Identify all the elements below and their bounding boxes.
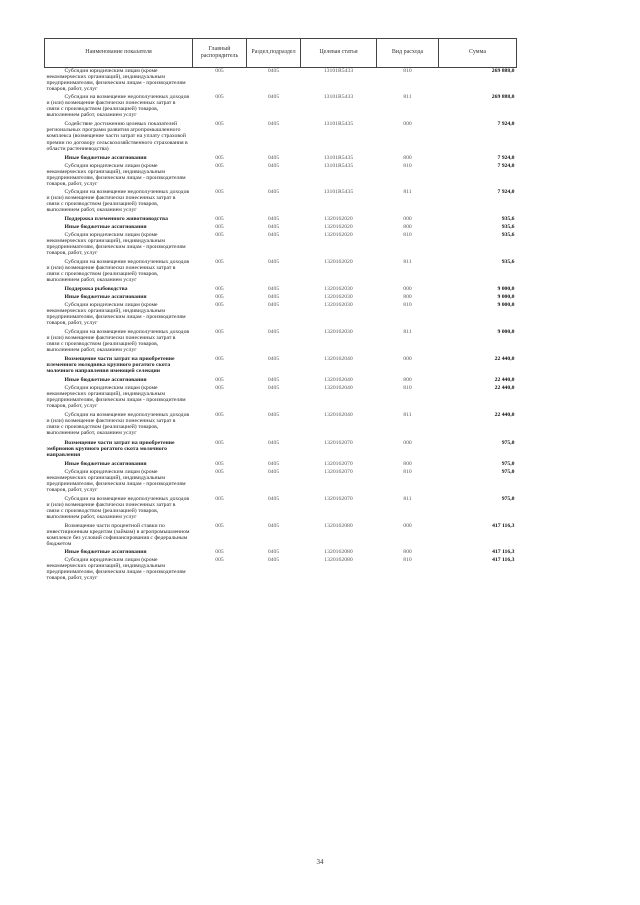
row-grbs: 005 [215,154,224,161]
row-grbs: 005 [215,293,224,300]
table-row [45,294,517,302]
row-name-text: Субсидии на возмещение недополученных доходов и (или) возмещение фактически понесенных затрат в связи с производством (реализацией) товаров, выполнением работ, оказанием услуг [46,328,190,353]
row-grbs: 005 [215,523,224,530]
row-name [45,94,193,121]
row-csr: 1320162040 [324,385,353,392]
row-name-text: Иные бюджетные ассигнования [64,154,147,161]
row-grbs: 005 [215,188,224,195]
row-grbs: 005 [215,355,224,362]
budget-table-sheet [44,38,516,582]
row-csr: 1320162040 [324,412,353,419]
row-section: 0405 [267,154,280,161]
table-row [45,329,517,356]
row-csr: 1320162030 [324,285,353,292]
row-name [45,121,193,154]
row-vr: 810 [403,68,412,74]
row-name-text: Поддержка рыбоводства [64,285,128,292]
row-section: 0405 [267,460,280,467]
row-grbs: 005 [215,216,224,223]
row-name-text: Субсидии на возмещение недополученных доходов и (или) возмещение фактически понесенных затрат в связи с производством (реализацией) товаров, выполнением работ, оказанием услуг [46,259,190,284]
row-csr: 1320162020 [324,216,353,223]
header-csr: Целевая статья [301,39,377,68]
row-grbs: 005 [215,301,224,308]
row-grbs: 005 [215,377,224,384]
row-csr: 13101R5435 [323,162,354,169]
row-name [45,155,193,163]
table-row [45,523,517,549]
row-section: 0405 [267,301,280,308]
row-sum: 7 924,0 [497,162,515,169]
row-vr: 811 [403,495,412,502]
row-name-text: Возмещение части процентной ставки по инвестиционным кредитам (займам) в агропромышленном комплексе без условий софинансирования с федеральным бюджетом [46,523,190,548]
table-header [45,39,517,68]
row-csr: 1320162070 [324,460,353,467]
row-sum: 975,0 [501,460,515,467]
table-row [45,286,517,294]
row-vr: 810 [403,557,412,564]
header-name: Наименование показателя [45,39,193,68]
row-name [45,377,193,385]
row-sum: 9 000,0 [497,293,515,300]
row-section: 0405 [267,259,280,266]
row-name-text: Субсидии на возмещение недополученных доходов и (или) возмещение фактически понесенных затрат в связи с производством (реализацией) товаров, выполнением работ, оказанием услуг [46,94,190,119]
row-csr: 1320162070 [324,468,353,475]
row-sum: 9 000,0 [497,328,515,335]
row-grbs: 005 [215,468,224,475]
row-vr: 800 [403,154,412,161]
row-name-text: Субсидии юридическим лицам (кроме некоммерческих организаций), индивидуальным предпринимателям, физическим лицам - производителям товаров, работ, услуг [46,385,186,410]
table-row [45,385,517,412]
row-grbs: 005 [215,495,224,502]
row-name [45,294,193,302]
table-row [45,216,517,224]
row-section: 0405 [267,232,280,239]
row-vr: 000 [403,355,412,362]
row-grbs: 005 [215,460,224,467]
row-name [45,412,193,439]
row-vr: 810 [403,468,412,475]
row-csr: 13101R5433 [323,94,354,101]
row-section: 0405 [267,355,280,362]
header-grbs: Главный распорядитель [193,39,247,68]
row-sum: 22 440,0 [494,412,515,419]
table-row [45,121,517,154]
row-sum: 9 000,0 [497,301,515,308]
table-row [45,412,517,439]
row-sum: 7 924,0 [497,121,515,128]
row-name [45,461,193,469]
row-csr: 13101R5435 [323,188,354,195]
row-grbs: 005 [215,439,224,446]
row-name [45,232,193,259]
table-row [45,461,517,469]
row-name-text: Субсидии юридическим лицам (кроме некоммерческих организаций), индивидуальным предпринимателям, физическим лицам - производителям товаров, работ, услуг [46,468,186,493]
row-csr: 1320162040 [324,355,353,362]
row-name [45,259,193,285]
table-row [45,94,517,121]
row-sum: 22 440,0 [494,377,515,384]
header-section: Раздел,подраздел [247,39,301,68]
row-vr: 800 [403,460,412,467]
table-row [45,377,517,385]
row-section: 0405 [267,523,280,530]
row-grbs: 005 [215,121,224,128]
row-name-text: Субсидии юридическим лицам (кроме некоммерческих организаций), индивидуальным предпринимателям, физическим лицам - производителям товаров, работ, услуг [46,301,186,326]
row-vr: 800 [403,549,412,556]
row-section: 0405 [267,439,280,446]
row-csr: 1320162080 [324,523,353,530]
row-name-text: Иные бюджетные ассигнования [64,293,147,300]
row-vr: 811 [403,188,412,195]
row-section: 0405 [267,121,280,128]
table-row [45,232,517,259]
row-grbs: 005 [215,557,224,564]
row-vr: 811 [403,259,412,266]
row-grbs: 005 [215,285,224,292]
row-vr: 811 [403,412,412,419]
row-vr: 000 [403,285,412,292]
row-sum: 935,6 [501,216,515,223]
header-vr: Вид расхода [377,39,439,68]
row-csr: 1320162020 [324,224,353,231]
row-csr: 13101R5433 [323,68,354,74]
budget-table [44,38,517,582]
row-vr: 810 [403,385,412,392]
row-sum: 935,6 [501,232,515,239]
row-sum: 417 116,3 [492,523,515,530]
table-row [45,440,517,461]
row-grbs: 005 [215,224,224,231]
row-section: 0405 [267,495,280,502]
row-name [45,385,193,412]
row-vr: 000 [403,121,412,128]
table-row [45,189,517,216]
row-vr: 000 [403,523,412,530]
row-section: 0405 [267,216,280,223]
row-section: 0405 [267,94,280,101]
row-grbs: 005 [215,549,224,556]
row-vr: 811 [403,328,412,335]
row-name [45,286,193,294]
row-section: 0405 [267,293,280,300]
row-name-text: Возмещение части затрат на приобретение племенного молодняка крупного рогатого скота молочного направления имеющей селекции [46,355,175,375]
row-vr: 810 [403,232,412,239]
row-csr: 1320162020 [324,232,353,239]
row-grbs: 005 [215,259,224,266]
row-name-text: Содействие достижению целевых показателей региональных программ развития агропромышленного комплекса (возмещение части затрат на уплату страховой премии по договору сельскохозяйственного страхования в области растениеводства) [46,121,188,152]
row-name [45,163,193,189]
row-sum: 7 924,0 [497,188,515,195]
row-grbs: 005 [215,94,224,101]
row-name [45,68,193,95]
row-name [45,329,193,356]
table-row [45,259,517,285]
row-name [45,557,193,581]
row-grbs: 005 [215,385,224,392]
row-name [45,189,193,216]
row-sum: 22 440,0 [494,385,515,392]
row-vr: 800 [403,224,412,231]
table-row [45,155,517,163]
row-name-text: Субсидии юридическим лицам (кроме некоммерческих организаций), индивидуальным предпринимателям, физическим лицам - производителям товаров, работ, услуг [46,232,186,257]
row-sum: 269 888,0 [491,94,515,101]
row-sum: 935,6 [501,224,515,231]
table-row [45,68,517,95]
row-name [45,469,193,496]
row-name-text: Иные бюджетные ассигнования [64,460,147,467]
row-sum: 22 440,0 [494,355,515,362]
row-name-text: Субсидии на возмещение недополученных доходов и (или) возмещение фактически понесенных затрат в связи с производством (реализацией) товаров, выполнением работ, оказанием услуг [46,495,190,521]
table-body [45,68,517,582]
row-name-text: Субсидии на возмещение недополученных доходов и (или) возмещение фактически понесенных затрат в связи с производством (реализацией) товаров, выполнением работ, оказанием услуг [46,188,190,213]
row-sum: 269 888,0 [491,68,515,74]
row-name [45,523,193,549]
row-name-text: Субсидии юридическим лицам (кроме некоммерческих организаций), индивидуальным предпринимателям, физическим лицам - производителям товаров, работ, услуг [46,68,186,93]
row-vr: 811 [403,94,412,101]
row-name-text: Субсидии на возмещение недополученных доходов и (или) возмещение фактически понесенных затрат в связи с производством (реализацией) товаров, выполнением работ, оказанием услуг [46,412,190,437]
row-section: 0405 [267,224,280,231]
row-sum: 975,0 [501,468,515,475]
row-csr: 1320162070 [324,439,353,446]
row-section: 0405 [267,285,280,292]
row-csr: 1320162020 [324,259,353,266]
row-sum: 935,6 [501,259,515,266]
row-csr: 1320162080 [324,549,353,556]
row-name [45,224,193,232]
row-csr: 13101R5435 [323,121,354,128]
table-row [45,224,517,232]
row-sum: 975,0 [501,439,515,446]
row-grbs: 005 [215,232,224,239]
row-sum: 975,0 [501,495,515,502]
row-section: 0405 [267,68,280,74]
row-sum: 9 000,0 [497,285,515,292]
row-vr: 810 [403,301,412,308]
row-sum: 417 116,3 [492,549,515,556]
row-name-text: Субсидии юридическим лицам (кроме некоммерческих организаций), индивидуальным предпринимателям, физическим лицам - производителям товаров, работ, услуг [46,557,186,582]
row-csr: 1320162030 [324,328,353,335]
row-section: 0405 [267,328,280,335]
row-vr: 800 [403,377,412,384]
table-row [45,557,517,581]
row-vr: 000 [403,216,412,223]
row-name [45,356,193,377]
row-section: 0405 [267,557,280,564]
row-csr: 1320162030 [324,301,353,308]
row-section: 0405 [267,412,280,419]
row-grbs: 005 [215,68,224,74]
row-name-text: Поддержка племенного животноводства [64,216,168,223]
row-sum: 417 116,3 [492,557,515,564]
row-name-text: Иные бюджетные ассигнования [64,377,147,384]
row-name-text: Возмещение части затрат на приобретение эмбрионов крупного рогатого скота молочного направления [46,439,175,458]
row-section: 0405 [267,385,280,392]
row-section: 0405 [267,188,280,195]
row-vr: 810 [403,162,412,169]
table-row [45,469,517,496]
row-sum: 7 924,0 [497,154,515,161]
table-row [45,496,517,523]
row-section: 0405 [267,162,280,169]
row-grbs: 005 [215,412,224,419]
row-csr: 1320162070 [324,495,353,502]
table-row [45,356,517,377]
row-name [45,216,193,224]
page-number: 34 [316,858,324,866]
row-csr: 1320162080 [324,557,353,564]
row-name-text: Иные бюджетные ассигнования [64,549,147,556]
row-name [45,496,193,523]
row-name [45,302,193,329]
row-section: 0405 [267,468,280,475]
row-section: 0405 [267,377,280,384]
row-csr: 1320162030 [324,293,353,300]
row-vr: 000 [403,439,412,446]
row-grbs: 005 [215,162,224,169]
row-vr: 800 [403,293,412,300]
row-grbs: 005 [215,328,224,335]
row-name [45,440,193,461]
row-csr: 13101R5435 [323,154,354,161]
table-row [45,163,517,189]
header-sum: Сумма [439,39,517,68]
row-csr: 1320162040 [324,377,353,384]
row-section: 0405 [267,549,280,556]
table-row [45,302,517,329]
row-name-text: Субсидии юридическим лицам (кроме некоммерческих организаций), индивидуальным предпринимателям, физическим лицам - производителям товаров, работ, услуг [46,162,186,187]
row-name-text: Иные бюджетные ассигнования [64,224,147,231]
